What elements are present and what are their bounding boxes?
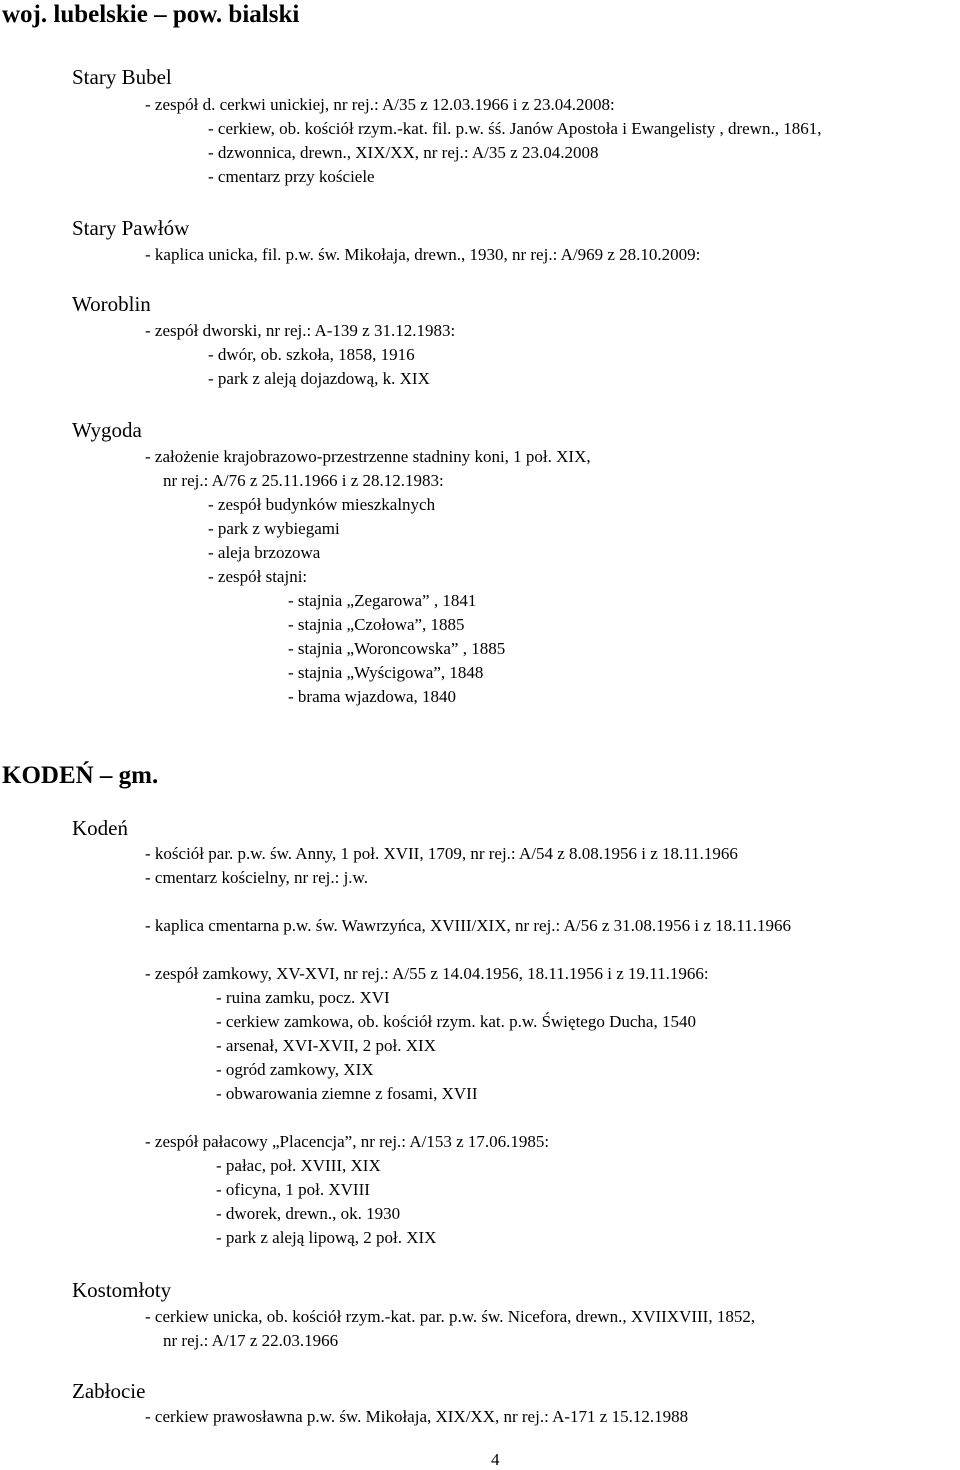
list-item: - kaplica unicka, fil. p.w. św. Mikołaja, drewn., 1930, nr rej.: A/969 z 28.10.2009:	[145, 245, 701, 264]
list-item: - cerkiew zamkowa, ob. kościół rzym. kat. p.w. Świętego Ducha, 1540	[216, 1012, 696, 1031]
list-item: nr rej.: A/17 z 22.03.1966	[163, 1331, 339, 1350]
place-name-wygoda: Wygoda	[72, 418, 142, 442]
list-item: - park z wybiegami	[208, 519, 340, 538]
list-item: - założenie krajobrazowo-przestrzenne stadniny koni, 1 poł. XIX,	[145, 447, 591, 466]
list-item: - kościół par. p.w. św. Anny, 1 poł. XVII, 1709, nr rej.: A/54 z 8.08.1956 i z 18.11.1966	[145, 844, 738, 863]
place-name-kostomloty: Kostomłoty	[72, 1278, 172, 1302]
list-item: - zespół pałacowy „Placencja”, nr rej.: A/153 z 17.06.1985:	[145, 1132, 550, 1151]
place-name-woroblin: Woroblin	[72, 292, 151, 316]
list-item: - cerkiew prawosławna p.w. św. Mikołaja, XIX/XX, nr rej.: A-171 z 15.12.1988	[145, 1407, 689, 1426]
list-item: - zespół d. cerkwi unickiej, nr rej.: A/35 z 12.03.1966 i z 23.04.2008:	[145, 95, 615, 114]
list-item: - dworek, drewn., ok. 1930	[216, 1204, 401, 1223]
place-name-koden: Kodeń	[72, 816, 128, 840]
page-number: 4	[491, 1450, 500, 1469]
list-item: - cerkiew unicka, ob. kościół rzym.-kat. par. p.w. św. Nicefora, drewn., XVIIXVIII, 1852,	[145, 1307, 756, 1326]
list-item: - cmentarz przy kościele	[208, 167, 375, 186]
list-item: - dzwonnica, drewn., XIX/XX, nr rej.: A/35 z 23.04.2008	[208, 143, 599, 162]
place-name-stary-pawlow: Stary Pawłów	[72, 216, 190, 240]
page-header: woj. lubelskie – pow. bialski	[2, 1, 300, 28]
list-item: - stajnia „Woroncowska” , 1885	[288, 639, 506, 658]
list-item: - zespół stajni:	[208, 567, 308, 586]
list-item: - stajnia „Czołowa”, 1885	[288, 615, 465, 634]
list-item: - dwór, ob. szkoła, 1858, 1916	[208, 345, 415, 364]
gmina-title: KODEŃ – gm.	[2, 762, 159, 789]
list-item: - zespół dworski, nr rej.: A-139 z 31.12.1983:	[145, 321, 456, 340]
list-item: - cmentarz kościelny, nr rej.: j.w.	[145, 868, 368, 887]
list-item: - cerkiew, ob. kościół rzym.-kat. fil. p.w. śś. Janów Apostoła i Ewangelisty , drewn., 1861,	[208, 119, 822, 138]
list-item: - ruina zamku, pocz. XVI	[216, 988, 390, 1007]
place-name-stary-bubel: Stary Bubel	[72, 65, 172, 89]
list-item: - obwarowania ziemne z fosami, XVII	[216, 1084, 478, 1103]
list-item: - stajnia „Zegarowa” , 1841	[288, 591, 477, 610]
list-item: - kaplica cmentarna p.w. św. Wawrzyńca, XVIII/XIX, nr rej.: A/56 z 31.08.1956 i z 18.11.1966	[145, 916, 792, 935]
list-item: - aleja brzozowa	[208, 543, 321, 562]
list-item: - arsenał, XVI-XVII, 2 poł. XIX	[216, 1036, 436, 1055]
place-name-zablocie: Zabłocie	[72, 1379, 146, 1403]
list-item: - ogród zamkowy, XIX	[216, 1060, 374, 1079]
list-item: - park z aleją lipową, 2 poł. XIX	[216, 1228, 437, 1247]
list-item: - brama wjazdowa, 1840	[288, 687, 457, 706]
list-item: - zespół budynków mieszkalnych	[208, 495, 436, 514]
list-item: nr rej.: A/76 z 25.11.1966 i z 28.12.1983:	[163, 471, 444, 490]
list-item: - park z aleją dojazdową, k. XIX	[208, 369, 430, 388]
list-item: - stajnia „Wyścigowa”, 1848	[288, 663, 484, 682]
list-item: - zespół zamkowy, XV-XVI, nr rej.: A/55 z 14.04.1956, 18.11.1956 i z 19.11.1966:	[145, 964, 709, 983]
list-item: - pałac, poł. XVIII, XIX	[216, 1156, 381, 1175]
list-item: - oficyna, 1 poł. XVIII	[216, 1180, 370, 1199]
